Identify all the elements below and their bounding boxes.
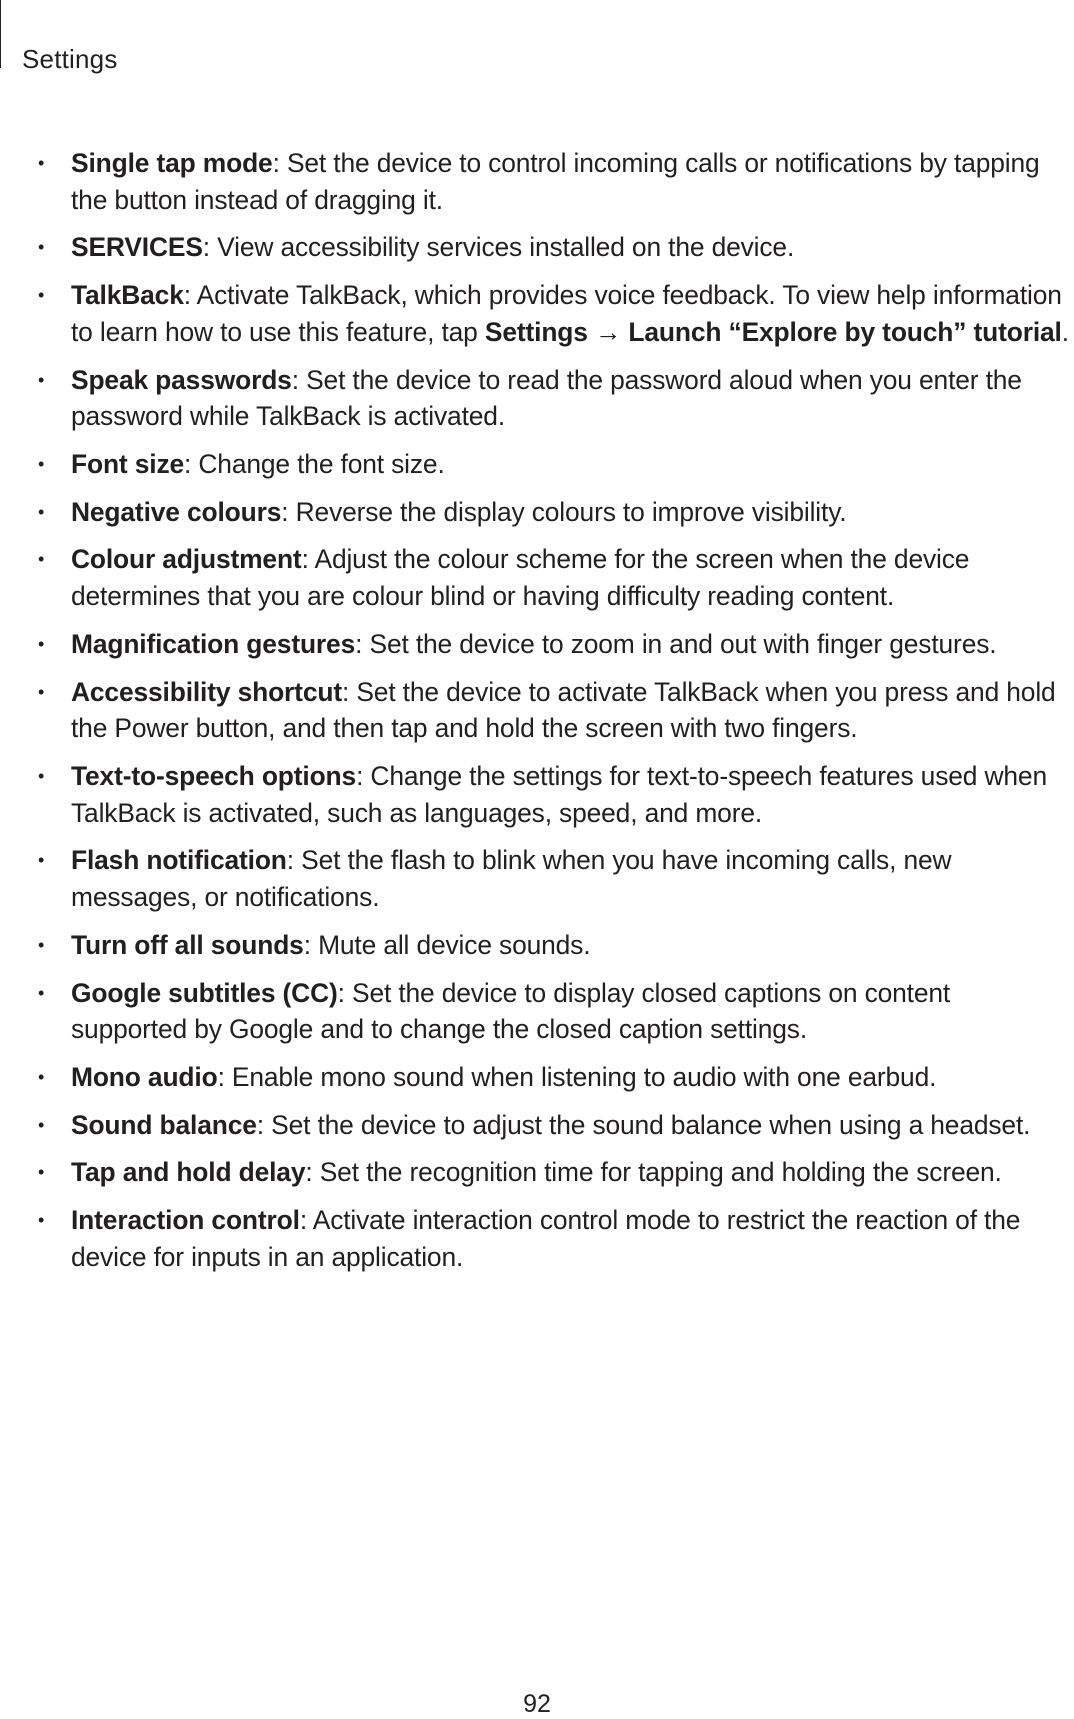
item-term: Negative colours bbox=[71, 496, 282, 527]
section-title: Settings bbox=[22, 44, 118, 74]
item-description: : Set the device to control incoming calls or notifications by tapping the button instead of dragging it. bbox=[71, 148, 1040, 215]
list-item-accessibility-shortcut bbox=[0, 674, 1074, 747]
bullet-icon: • bbox=[38, 766, 45, 786]
list-item-single-tap-mode bbox=[0, 145, 1074, 218]
item-description: : Set the recognition time for tapping and holding the screen. bbox=[305, 1157, 1002, 1188]
list-item-negative-colours bbox=[0, 494, 1074, 531]
menu-path-settings: Settings bbox=[484, 316, 588, 347]
item-description: : Reverse the display colours to improve visibility. bbox=[281, 496, 847, 527]
item-term: Turn off all sounds bbox=[71, 929, 304, 960]
list-item-speak-passwords bbox=[0, 362, 1074, 435]
list-item-talkback bbox=[0, 277, 1074, 350]
item-description: : Activate interaction control mode to restrict the reaction of the device for inputs in an application. bbox=[71, 1205, 1021, 1272]
item-description-end: . bbox=[1061, 316, 1069, 347]
item-description: : Set the device to zoom in and out with finger gestures. bbox=[355, 628, 997, 659]
item-term: Tap and hold delay bbox=[71, 1157, 306, 1188]
item-term: Text-to-speech options bbox=[71, 761, 357, 791]
item-term: Font size bbox=[71, 448, 185, 479]
bullet-icon: • bbox=[38, 453, 45, 474]
item-description: : Set the flash to blink when you have incoming calls, new messages, or notifications. bbox=[71, 845, 952, 912]
item-term: Flash notification bbox=[71, 845, 287, 876]
item-description: : Set the device to adjust the sound balance when using a headset. bbox=[256, 1109, 1031, 1140]
item-term: Speak passwords bbox=[71, 364, 292, 395]
list-item-services bbox=[0, 229, 1074, 266]
bullet-icon: • bbox=[38, 237, 45, 258]
item-description: : Change the font size. bbox=[184, 448, 445, 479]
item-description: : Activate TalkBack, which provides voice feedback. To view help information to learn how to use this feature, tap bbox=[71, 280, 1062, 347]
bullet-icon: • bbox=[38, 681, 45, 702]
list-item-font-size bbox=[0, 446, 1074, 483]
list-item-interaction-control bbox=[0, 1202, 1074, 1275]
bullet-icon: • bbox=[38, 501, 45, 522]
list-item-mono-audio bbox=[0, 1059, 1074, 1096]
bullet-icon: • bbox=[38, 1114, 45, 1135]
bullet-icon: • bbox=[38, 369, 45, 390]
item-description: : Set the device to read the password aloud when you enter the password while TalkBack is activated. bbox=[71, 364, 1022, 432]
item-description: : Set the device to display closed captions on content supported by Google and to change the closed caption settings. bbox=[71, 977, 951, 1045]
bullet-icon: • bbox=[38, 934, 45, 955]
item-description: : Enable mono sound when listening to audio with one earbud. bbox=[217, 1061, 937, 1092]
menu-path-tutorial: Launch “Explore by touch” tutorial bbox=[628, 316, 1062, 347]
bullet-icon: • bbox=[38, 285, 45, 306]
item-term: Mono audio bbox=[71, 1061, 218, 1092]
item-term: TalkBack bbox=[71, 280, 184, 311]
item-description: : Mute all device sounds. bbox=[303, 929, 591, 960]
bullet-icon: • bbox=[38, 1162, 45, 1183]
bullet-icon: • bbox=[38, 1210, 45, 1231]
bullet-icon: • bbox=[38, 633, 45, 654]
bullet-icon: • bbox=[38, 850, 45, 871]
list-item-text-to-speech-options bbox=[0, 758, 1074, 831]
item-description: : Change the settings for text-to-speech features used when TalkBack is activated, such as languages, speed, and more. bbox=[71, 761, 1047, 828]
arrow-icon: → bbox=[587, 316, 629, 347]
list-item-flash-notification bbox=[0, 842, 1074, 915]
item-description: : Adjust the colour scheme for the screen when the device determines that you are colour blind or having difficulty reading content. bbox=[71, 544, 970, 612]
list-item-tap-and-hold-delay bbox=[0, 1154, 1074, 1191]
bullet-icon: • bbox=[38, 1066, 45, 1087]
bullet-icon: • bbox=[38, 982, 45, 1003]
settings-list bbox=[0, 145, 1074, 1287]
bullet-icon: • bbox=[38, 153, 45, 173]
item-description: : Set the device to activate TalkBack when you press and hold the Power button, and then tap and hold the screen with two fingers. bbox=[71, 676, 1056, 744]
page-number: 92 bbox=[523, 1690, 551, 1718]
list-item-sound-balance bbox=[0, 1107, 1074, 1144]
list-item-colour-adjustment bbox=[0, 541, 1074, 614]
item-term: Interaction control bbox=[71, 1205, 300, 1236]
item-term: SERVICES bbox=[71, 232, 203, 263]
list-item-google-subtitles bbox=[0, 975, 1074, 1048]
item-term: Sound balance bbox=[71, 1109, 257, 1140]
item-term: Magnification gestures bbox=[71, 628, 356, 659]
item-term: Accessibility shortcut bbox=[71, 676, 342, 707]
item-term: Google subtitles (CC) bbox=[71, 977, 338, 1008]
list-item-magnification-gestures bbox=[0, 626, 1074, 663]
item-description: : View accessibility services installed on the device. bbox=[202, 232, 795, 263]
item-term: Colour adjustment bbox=[71, 544, 302, 575]
list-item-turn-off-all-sounds bbox=[0, 927, 1074, 964]
header-rule bbox=[0, 0, 1, 68]
bullet-icon: • bbox=[38, 549, 45, 570]
item-term: Single tap mode bbox=[71, 148, 273, 178]
